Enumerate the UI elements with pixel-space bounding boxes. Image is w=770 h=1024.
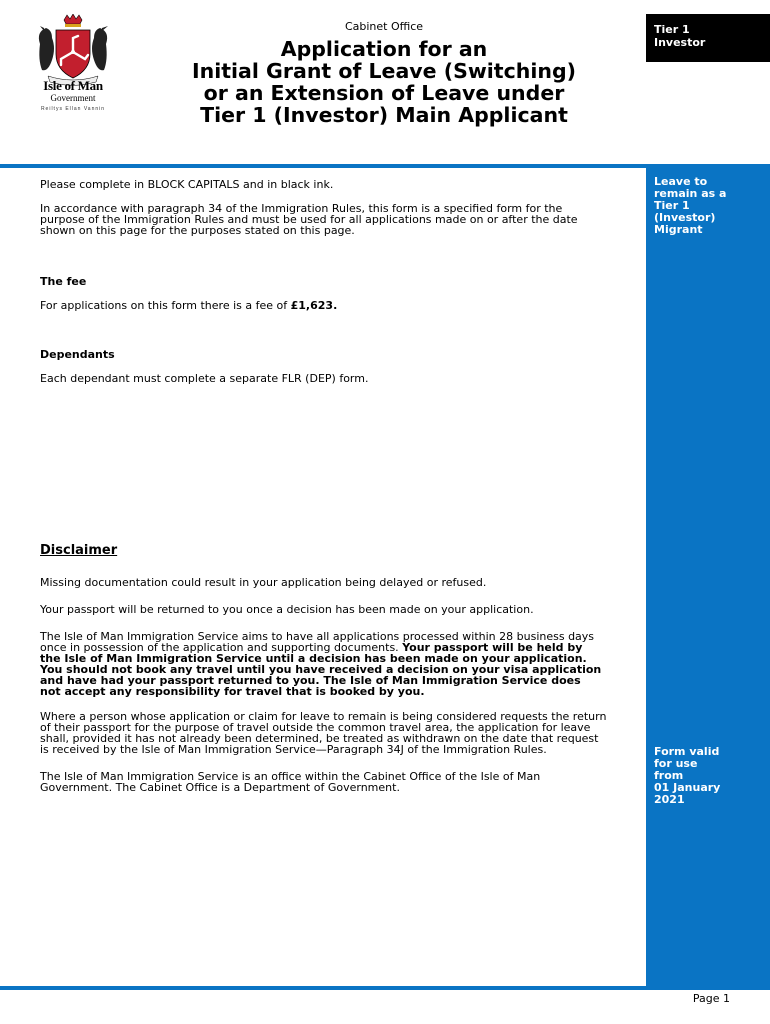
paragraph-line: Where a person whose application or claim for leave to remain is being considered requests the return [40,710,607,723]
paragraph-bold: Your passport will be held by [402,641,583,654]
sidebar-valid-text [654,746,764,806]
passport-return-paragraph: Your passport will be returned to you once a decision has been made on your application. [40,603,534,616]
missing-documentation-paragraph: Missing documentation could result in your application being delayed or refused. [40,576,487,589]
paragraph-line: Government. The Cabinet Office is a Department of Government. [40,781,400,794]
paragraph-line: once in possession of the application and supporting documents. [40,641,403,654]
paragraph-line: In accordance with paragraph 34 of the Immigration Rules, this form is a specified form for the [40,202,563,215]
sidebar-line: for use [654,757,698,770]
sidebar-leave-text [654,176,764,236]
title-line: Tier 1 (Investor) Main Applicant [200,103,568,127]
sidebar-line: 01 January [654,781,721,794]
title-line: or an Extension of Leave under [203,81,565,105]
sidebar-line: remain as a [654,187,727,200]
sidebar-line: Leave to [654,175,708,188]
tier-badge-text [654,23,764,49]
title-line: Application for an [280,37,488,61]
block-capitals-instruction: Please complete in BLOCK CAPITALS and in black ink. [40,178,334,191]
paragraph-line: shall, provided it has not already been determined, be treated as withdrawn on the date that request [40,732,599,745]
office-name: Cabinet Office [344,20,424,33]
paragraph-bold-line: You should not book any travel until you have received a decision on your visa application [40,663,602,676]
sidebar-line: (Investor) [654,211,716,224]
bottom-divider [0,986,770,990]
tier-line: Investor [654,36,706,49]
sidebar-line: from [654,769,684,782]
sidebar-line: Migrant [654,223,703,236]
paragraph-line: shown on this page for the purposes stated on this page. [40,224,355,237]
tier-line: Tier 1 [654,23,690,36]
specified-form-paragraph [40,203,630,236]
travel-withdrawal-paragraph [40,711,630,755]
cabinet-office-paragraph [40,771,630,793]
page-number: Page 1 [692,992,730,1005]
dependants-heading: Dependants [40,348,115,361]
paragraph-bold-line: not accept any responsibility for travel that is booked by you. [40,685,425,698]
fee-text: For applications on this form there is a fee of [40,299,291,312]
logo-motto: Reiltys Ellan Vannin [40,106,106,112]
processing-paragraph [40,631,630,697]
dependants-paragraph: Each dependant must complete a separate FLR (DEP) form. [40,372,369,385]
disclaimer-heading: Disclaimer [40,543,118,558]
paragraph-line: purpose of the Immigration Rules and must be used for all applications made on or after the date [40,213,578,226]
logo-subtitle: Government [50,93,96,103]
title-line: Initial Grant of Leave (Switching) [191,59,577,83]
fee-heading: The fee [40,275,87,288]
paragraph-bold-line: the Isle of Man Immigration Service until a decision has been made on your application. [40,652,587,665]
paragraph-line: of their passport for the purpose of travel outside the common travel area, the application for leave [40,721,591,734]
sidebar-line: Tier 1 [654,199,690,212]
paragraph-line: The Isle of Man Immigration Service is an office within the Cabinet Office of the Isle of Man [40,770,541,783]
fee-paragraph [40,300,630,311]
logo-name: Isle of Man [43,78,103,93]
sidebar-panel [646,168,770,986]
sidebar-line: 2021 [654,793,685,806]
sidebar-line: Form valid [654,745,720,758]
page-title [160,38,608,126]
paragraph-line: is received by the Isle of Man Immigration Service—Paragraph 34J of the Immigration Rules. [40,743,547,756]
paragraph-bold-line: and have had your passport returned to you. The Isle of Man Immigration Service does [40,674,581,687]
fee-amount: £1,623. [290,299,338,312]
paragraph-line: The Isle of Man Immigration Service aims to have all applications processed within 28 business days [40,630,595,643]
